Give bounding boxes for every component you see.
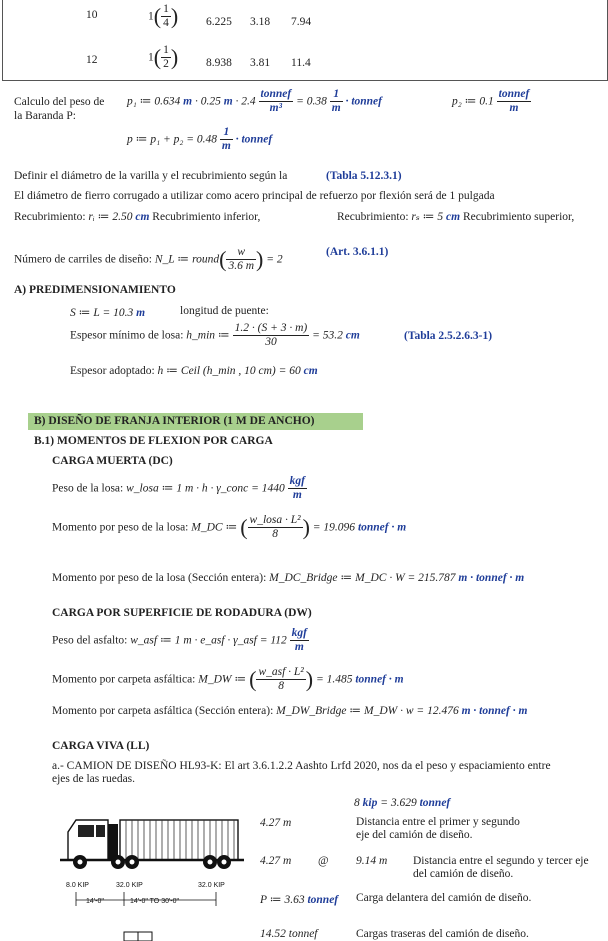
bar-diameter: 1( $\frac{1}{2}$ ) bbox=[148, 44, 179, 71]
p-formula: p ≔ p₁ + p₂ = 0.48 $\frac{1}{m}$ · tonnef bbox=[127, 126, 273, 153]
table-row bbox=[86, 54, 98, 66]
wlosa-formula: Peso de la losa: w_losa ≔ 1 m · h · γ_conc = 1440 $\frac{\text{kgf}}{m}$ bbox=[52, 475, 305, 502]
s-formula: S ≔ L = 10.3 m bbox=[70, 307, 146, 319]
recubrimiento-inferior: Recubrimiento: rᵢ ≔ 2.50 cm Recubrimiento inferior, bbox=[14, 211, 261, 223]
bar-number: 10 bbox=[86, 9, 98, 21]
ref-tabla-5-12-3-1: (Tabla 5.12.3.1) bbox=[326, 170, 402, 182]
distance-2-value: 4.27 m bbox=[260, 855, 292, 867]
camion-text-1: a.- CAMION DE DISEÑO HL93-K: El art 3.6.1.2.2 Aashto Lrfd 2020, nos da el peso y espaciamiento entre bbox=[52, 760, 551, 772]
section-title-ll: CARGA VIVA (LL) bbox=[52, 740, 150, 752]
hmin-formula: Espesor mínimo de losa: h_min ≔ $\frac{1.2 \cdot (S + 3 \cdot m)}{30}$ = 53.2 cm bbox=[70, 322, 360, 349]
h-formula: Espesor adoptado: h ≔ Ceil (h_min , 10 cm) = 60 cm bbox=[70, 365, 318, 377]
diagram-dimension-2: 14'-0" TO 30'-0" bbox=[130, 898, 180, 905]
rear-load-description: Cargas traseras del camión de diseño. bbox=[356, 928, 529, 940]
front-load-formula: P ≔ 3.63 tonnef bbox=[260, 894, 339, 906]
section-title-dc: CARGA MUERTA (DC) bbox=[52, 455, 173, 467]
front-load-description: Carga delantera del camión de diseño. bbox=[356, 892, 532, 904]
varilla-line-2: El diámetro de fierro corrugado a utilizar como acero principal de refuerzo por flexión será de 1 pulgada bbox=[14, 190, 495, 202]
table-row bbox=[86, 9, 98, 21]
diagram-load-2: 32.0 KIP bbox=[116, 882, 143, 889]
section-title-predim: A) PREDIMENSIONAMIENTO bbox=[14, 284, 176, 296]
carriles-formula: Número de carriles de diseño: N_L ≔ round( $\frac{w}{3.6 m}$ ) = 2 bbox=[14, 246, 283, 273]
bar-weight: 7.94 bbox=[291, 16, 312, 28]
rear-load-value: 14.52 tonnef bbox=[260, 928, 318, 940]
section-title-dw: CARGA POR SUPERFICIE DE RODADURA (DW) bbox=[52, 607, 312, 619]
wasf-formula: Peso del asfalto: w_asf ≔ 1 m · e_asf · γ_asf = 112 $\frac{\text{kgf}}{m}$ bbox=[52, 627, 308, 654]
bar-diam-cm: 3.18 bbox=[250, 16, 271, 28]
section-title-diseno: B) DISEÑO DE FRANJA INTERIOR (1 M DE ANCHO) bbox=[34, 415, 315, 427]
p2-formula: p₂ ≔ 0.1 $\frac{\text{tonnef}}{m}$ bbox=[452, 88, 530, 115]
distance-1-value: 4.27 m bbox=[260, 817, 292, 829]
baranda-label-1: Calculo del peso de bbox=[14, 96, 105, 108]
camion-text-2: ejes de las ruedas. bbox=[52, 773, 136, 785]
mdw-bridge-formula: Momento por carpeta asfáltica (Sección entera): M_DW_Bridge ≔ M_DW · w = 12.476 m · tonnef · m bbox=[52, 705, 528, 717]
mdc-bridge-formula: Momento por peso de la losa (Sección entera): M_DC_Bridge ≔ M_DC · W = 215.787 m · tonnef · m bbox=[52, 572, 525, 584]
at-symbol: @ bbox=[318, 855, 329, 867]
distance-2-description: Distancia entre el segundo y tercer eje del camión de diseño. bbox=[413, 855, 589, 880]
diagram-dimension-1: 14'-0" bbox=[86, 898, 104, 905]
diagram-load-1: 8.0 KIP bbox=[66, 882, 89, 889]
kip-conversion: 8 kip = 3.629 tonnef bbox=[354, 797, 451, 809]
varilla-line-1: Definir el diámetro de la varilla y el recubrimiento según la bbox=[14, 170, 288, 182]
diagram-load-3: 32.0 KIP bbox=[198, 882, 225, 889]
distance-2-value-max: 9.14 m bbox=[356, 855, 388, 867]
bar-diam-cm: 3.81 bbox=[250, 57, 271, 69]
bar-area: 8.938 bbox=[206, 57, 232, 69]
recubrimiento-superior: Recubrimiento: rₛ ≔ 5 cm Recubrimiento superior, bbox=[337, 211, 575, 223]
bar-number: 12 bbox=[86, 54, 98, 66]
baranda-label-2: la Baranda P: bbox=[14, 110, 76, 122]
ref-art-3-6-1-1: (Art. 3.6.1.1) bbox=[326, 246, 389, 258]
p1-formula: p₁ ≔ 0.634 m · 0.25 m · 2.4 $\frac{\text{tonnef}}{\text{m³}}$ = 0.38 $\frac{1}{m}$ · tonnef bbox=[127, 88, 382, 115]
mdw-formula: Momento por carpeta asfáltica: M_DW ≔ ( $\frac{\text{w\_asf · L²}}{8}$ ) = 1.485 tonnef · m bbox=[52, 666, 404, 693]
distance-1-description: Distancia entre el primer y segundo eje del camión de diseño. bbox=[356, 816, 520, 841]
truck-diagram bbox=[52, 800, 252, 941]
mdc-formula: Momento por peso de la losa: M_DC ≔ ( $\frac{\text{w\_losa · L²}}{8}$ ) = 19.096 tonnef · m bbox=[52, 514, 407, 541]
s-description: longitud de puente: bbox=[180, 305, 269, 317]
ref-tabla-2-5-2-6-3-1: (Tabla 2.5.2.6.3-1) bbox=[404, 330, 493, 342]
bar-weight: 11.4 bbox=[291, 57, 311, 69]
section-title-momentos: B.1) MOMENTOS DE FLEXION POR CARGA bbox=[34, 435, 273, 447]
bar-diameter: 1( $\frac{1}{4}$ ) bbox=[148, 3, 179, 30]
bar-area: 6.225 bbox=[206, 16, 232, 28]
